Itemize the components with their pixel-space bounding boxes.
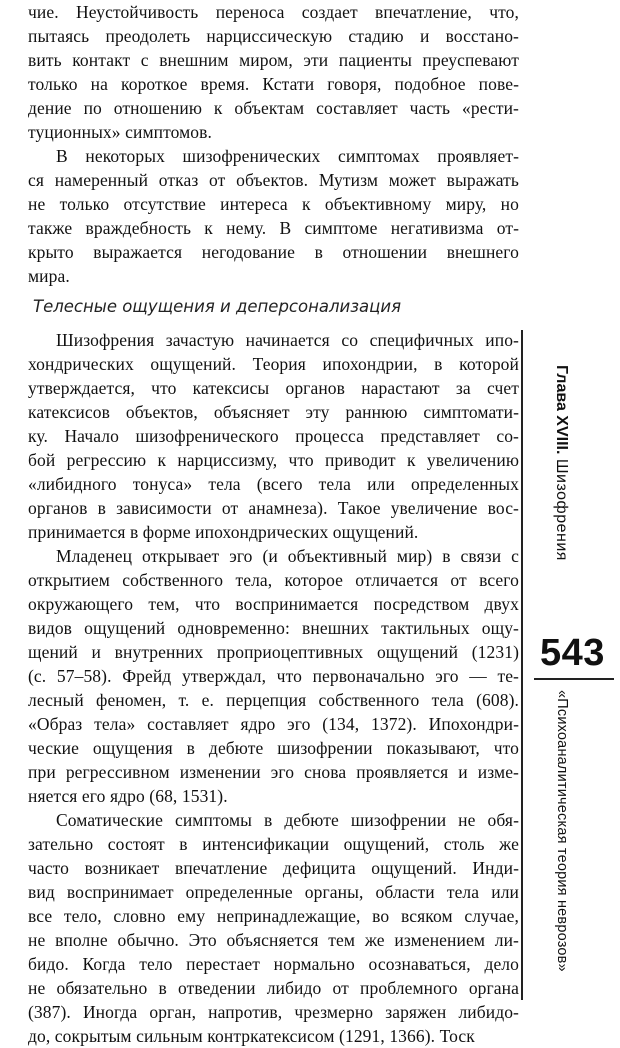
text-line: катексисов объектов, объясняет эту раннюю симптомати- (28, 402, 519, 422)
text-line: окружающего тем, что воспринимается посредством двух (28, 594, 519, 614)
text-line: няется его ядро (68, 1531). (28, 786, 228, 806)
text-line: все тело, словно ему непринадлежащие, во всяком случае, (28, 906, 519, 926)
page-number: 543 (540, 632, 605, 674)
text-line: вид воспринимает определенные органы, области тела или (28, 882, 519, 902)
text-line: пытаясь преодолеть нарциссическую стадию и восстано- (28, 26, 519, 46)
text-line: принимается в форме ипохондрических ощущений. (28, 522, 419, 542)
text-line: часто возникает впечатление дефицита ощущений. Инди- (28, 858, 519, 878)
text-line: не только отсутствие интереса к объективному миру, но (28, 194, 519, 214)
text-line: «либидного тонуса» тела (всего тела или определенных (28, 474, 519, 494)
page-body (28, 0, 519, 1048)
running-head-chapter (552, 365, 570, 561)
text-line: «Образ тела» составляет ядро эго (134, 1372). Ипохондри- (28, 714, 519, 734)
text-line: мира. (28, 266, 70, 286)
text-line: В некоторых шизофренических симптомах проявляет- (56, 146, 519, 166)
text-line: туционных» симптомов. (28, 122, 212, 142)
chapter-label: Глава XVIII. (553, 365, 570, 455)
text-line: не вполне обычно. Это объясняется тем же изменением ли- (28, 930, 519, 950)
text-line: ся намеренный отказ от объектов. Мутизм может выражать (28, 170, 519, 190)
text-line: утверждается, что катексисы органов нарастают за счет (28, 378, 519, 398)
text-line: щений и внутренних проприоцептивных ощущений (1231) (28, 642, 519, 662)
text-line: чие. Неустойчивость переноса создает впечатление, что, (28, 2, 519, 22)
text-line: (с. 57–58). Фрейд утверждал, что первоначально эго — те- (28, 666, 519, 686)
paragraph (28, 144, 519, 288)
margin-rule (521, 330, 523, 1000)
text-line: Младенец открывает эго (и объективный мир) в связи с (56, 546, 519, 566)
paragraph (28, 544, 519, 808)
text-line: открытием собственного тела, которое отличается от всего (28, 570, 519, 590)
text-line: органов в зависимости от анамнеза). Такое увеличение вос- (28, 498, 519, 518)
section-heading: Телесные ощущения и деперсонализация (33, 297, 402, 316)
text-line: также враждебность к нему. В симптоме негативизма от- (28, 218, 519, 238)
page-number-rule (534, 678, 614, 680)
text-line: не обязательно в отведении либидо от проблемного органа (28, 978, 519, 998)
paragraph (28, 0, 519, 144)
text-line: только на короткое время. Кстати говоря, подобное пове- (28, 74, 519, 94)
text-line: Соматические симптомы в дебюте шизофрении не обя- (56, 810, 519, 830)
text-line: зательно состоят в интенсификации ощущений, столь же (28, 834, 519, 854)
text-line: хондрических ощущений. Теория ипохондрии, в которой (28, 354, 519, 374)
paragraph (28, 328, 519, 544)
top-paragraphs (28, 0, 519, 288)
text-line: при регрессивном изменении эго снова проявляется и изме- (28, 762, 519, 782)
text-line: лесный феномен, т. е. перцепция собственного тела (608). (28, 690, 519, 710)
text-line: ку. Начало шизофренического процесса представляет со- (28, 426, 519, 446)
running-head-book-title: «Психоаналитическая теория неврозов» (554, 690, 570, 972)
text-line: ческие ощущения в дебюте шизофрении показывают, что (28, 738, 519, 758)
text-line: вить контакт с внешним миром, эти пациенты преуспевают (28, 50, 519, 70)
chapter-title: Шизофрения (553, 458, 570, 561)
text-line: видов ощущений одновременно: внешних тактильных ощу- (28, 618, 519, 638)
text-line: дение по отношению к объектам составляет часть «рести- (28, 98, 519, 118)
text-line: бой регрессию к нарциссизму, что приводит к увеличению (28, 450, 519, 470)
text-line: крыто выражается негодование в отношении внешнего (28, 242, 519, 262)
text-line: до, сокрытым сильным контркатексисом (1291, 1366). Тоск (28, 1026, 475, 1046)
text-line: Шизофрения зачастую начинается со специфичных ипо- (56, 330, 519, 350)
text-line: бидо. Когда тело перестает нормально осознаваться, дело (28, 954, 519, 974)
paragraph (28, 808, 519, 1048)
text-line: (387). Иногда орган, напротив, чрезмерно заряжен либидо- (28, 1002, 519, 1022)
bottom-paragraphs (28, 328, 519, 1048)
